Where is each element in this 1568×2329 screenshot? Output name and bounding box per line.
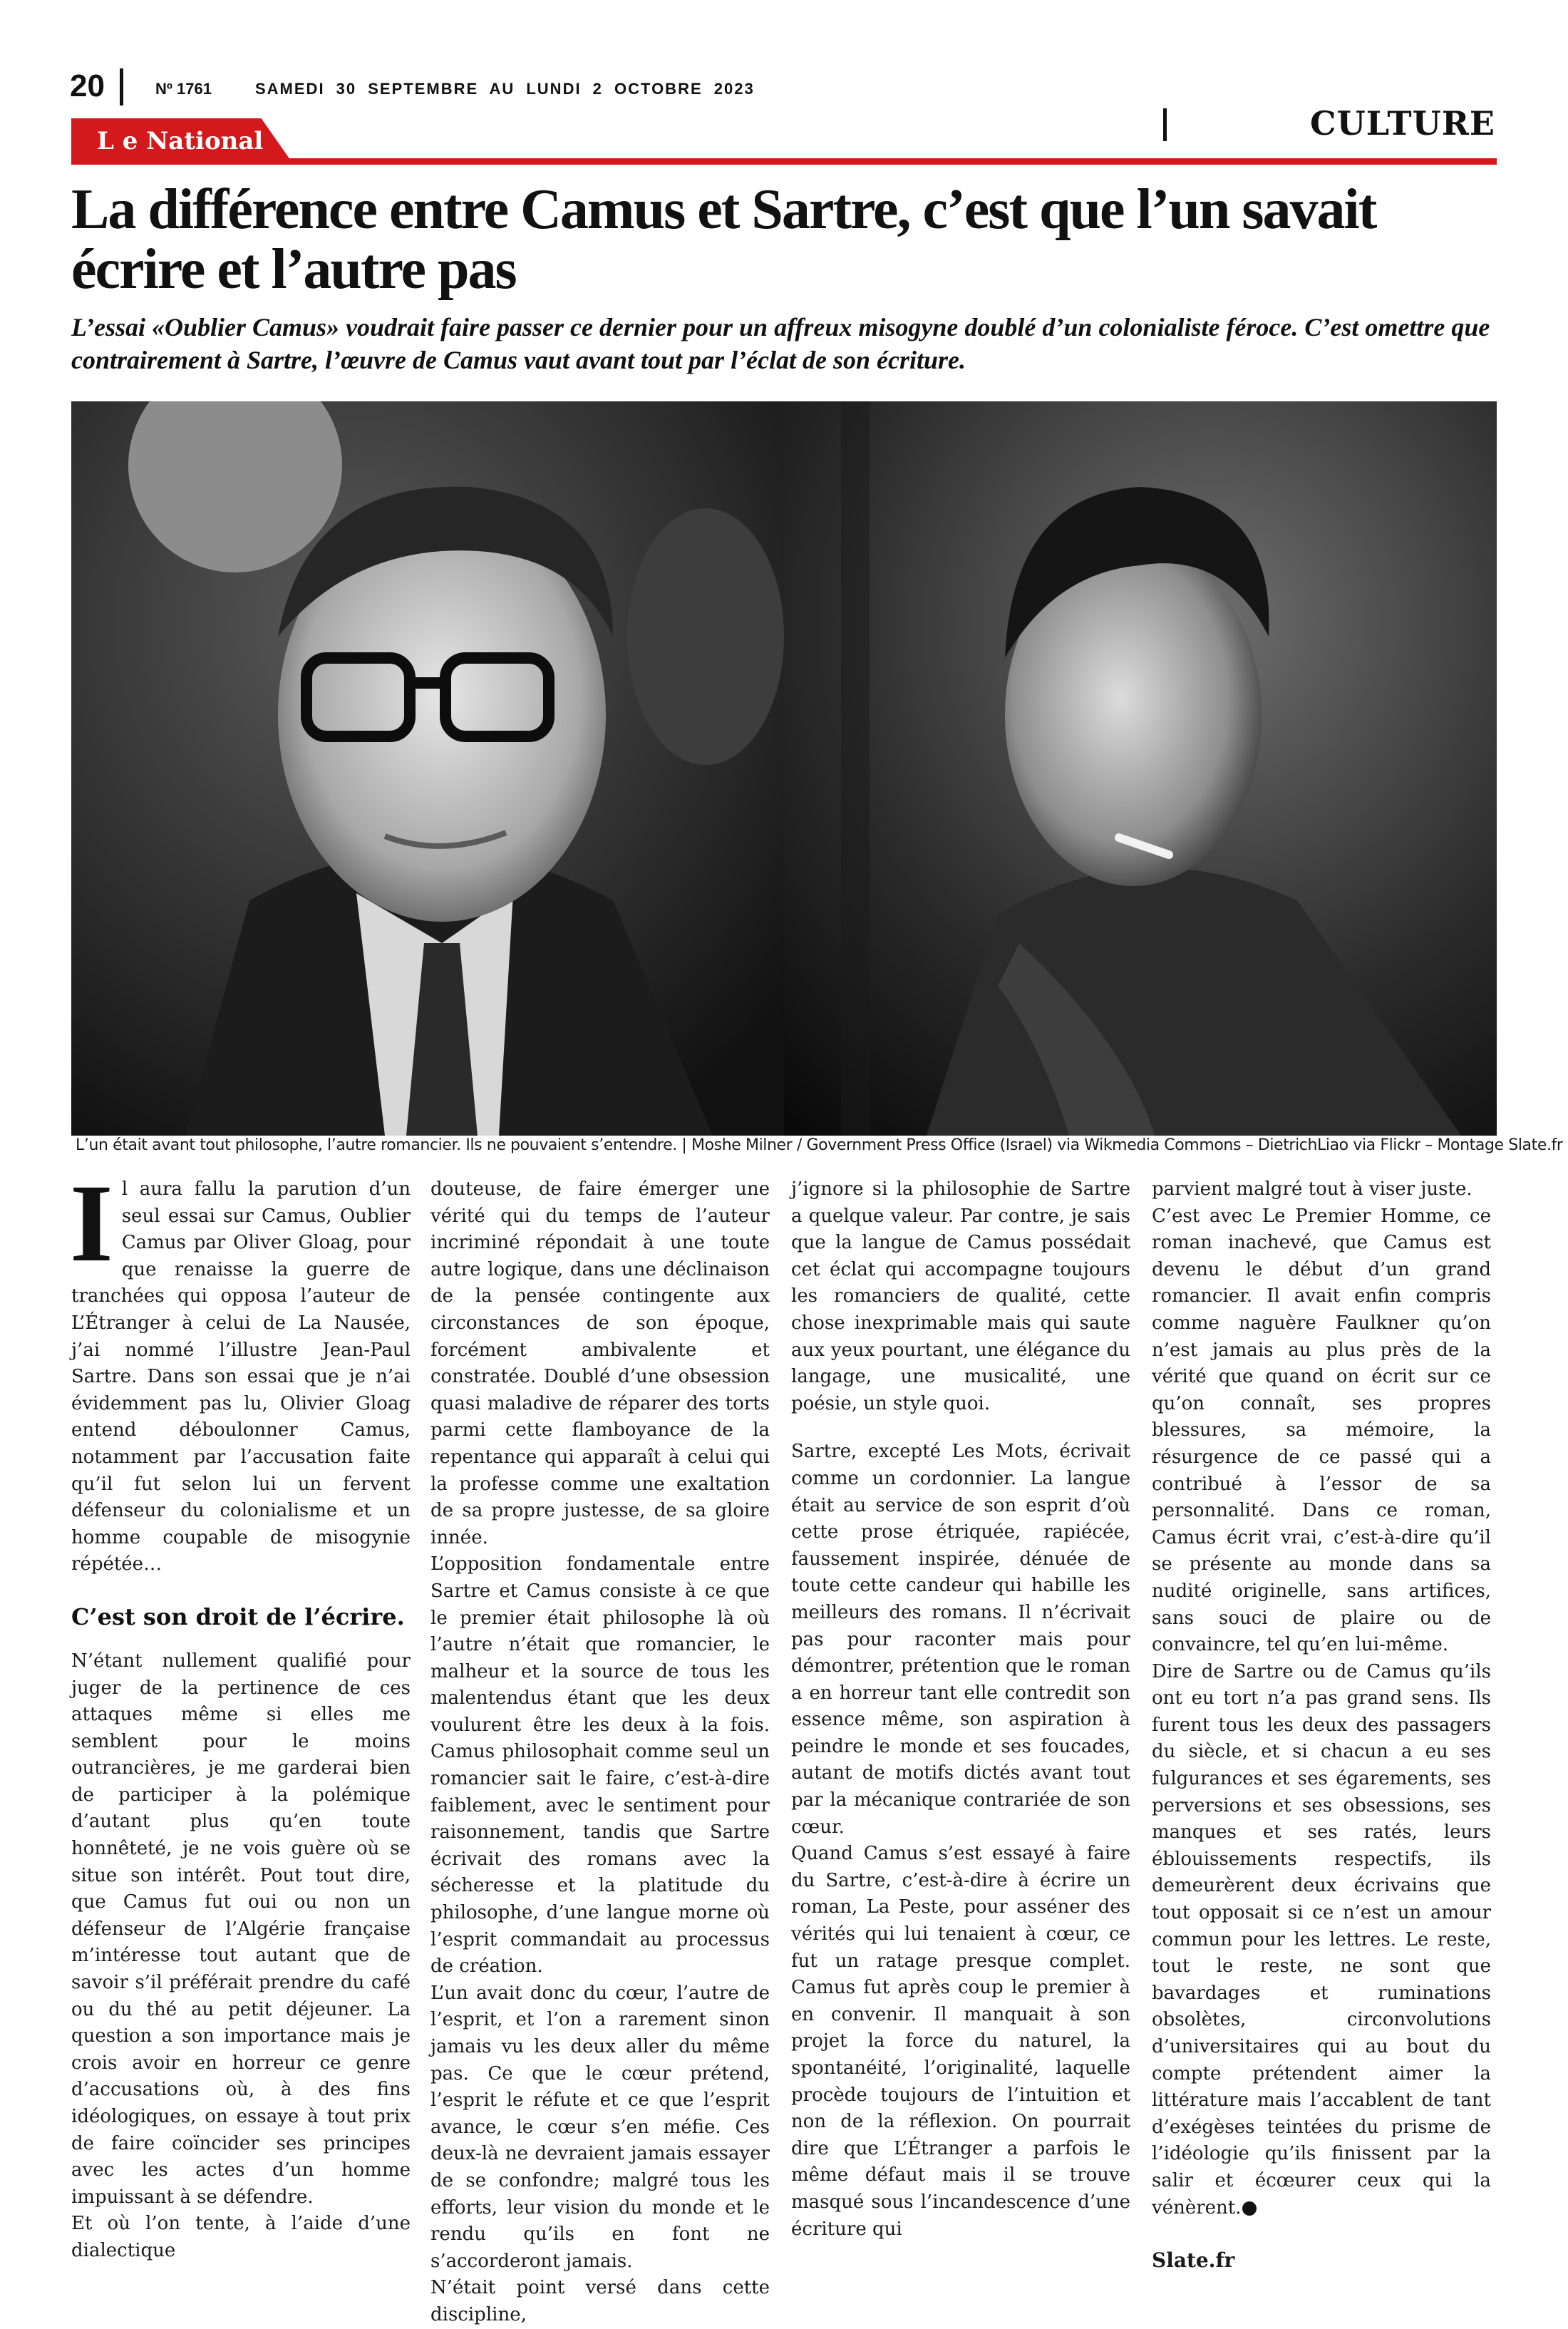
article-source: Slate.fr (1152, 2248, 1235, 2273)
brand-name: L e National (97, 127, 264, 155)
sartre-portrait (71, 401, 784, 1136)
photo-caption: L’un était avant tout philosophe, l’autre romancier. Ils ne pouvaient s’entendre. | Moshe Milner / Government Press Office (Israel) via Wikmedia Commons – DietrichLiao via Flickr – Montage Slate.fr (76, 1136, 1563, 1154)
article-paragraph: j’ignore si la philosophie de Sartre a quelque valeur. Par contre, je sais que la langue de Camus possédait cet éclat qui accompagne toujours les romanciers de qualité, cette chose inexprimable mais qui saute aux yeux pourtant, une élégance du langage, une musicalité, une poésie, un style quoi. (791, 1178, 1130, 1414)
article-paragraph: Quand Camus s’est essayé à faire du Sartre, c’est-à-dire à écrire un roman, La Peste, pour asséner des vérités qui lui tenaient à cœur, ce fut un ratage presque complet. Camus fut après coup le premier à en convenir. Il manquait à son projet la force du naturel, la spontanéité, l’originalité, laquelle procède toujours de l’intuition et non de la réflexion. On pourrait dire que L’Étranger a parfois le même défaut mais il se trouve masqué sous l’incandescence d’une écriture qui (791, 1843, 1130, 2240)
standfirst: L’essai «Oublier Camus» voudrait faire passer ce dernier pour un affreux misogyne doublé d’un colonialiste féroce. C’est omettre que contrairement à Sartre, l’œuvre de Camus vaut avant tout par l’éclat de son écriture. (71, 313, 1490, 374)
article-paragraph: N’était point versé dans cette discipline, (430, 2277, 770, 2325)
article-paragraph (1152, 1659, 1491, 2221)
issue-number: Nº 1761 (155, 80, 212, 98)
article-paragraph: parvient malgré tout à viser juste. (1152, 1178, 1472, 1200)
paragraph-text: l aura fallu la parution d’un seul essai sur Camus, Oublier Camus par Oliver Gloag, pour que renaisse la guerre de tranchées qui opposa l’auteur de L’Étranger à celui de La Nausée, j’ai nommé l’illustre Jean-Paul Sartre. Dans son essai que je n’ai évidemment pas lu, Olivier Gloag entend déboulonner Camus, notamment par l’accusation faite qu’il fut selon lui un fervent défenseur du colonialisme et un homme coupable de misogynie répétée… (71, 1178, 411, 1575)
issue-date: SAMEDI 30 SEPTEMBRE AU LUNDI 2 OCTOBRE 2023 (255, 80, 755, 98)
camus-portrait (784, 401, 1497, 1136)
article-paragraph: L’opposition fondamentale entre Sartre et Camus consiste à ce que le premier était philosophe là où l’autre n’était que romancier, le malheur et la source de tous les malentendus étant que les deux voulurent être les deux à la fois. Camus philosophait comme seul un romancier sait le faire, c’est-à-dire faiblement, avec le sentiment pour raisonnement, tandis que Sartre écrivait des romans avec la sécheresse et la platitude du philosophe, d’une langue morne où l’esprit commandait au processus de création. (430, 1553, 770, 1978)
header-rule (71, 158, 1497, 165)
subheading: C’est son droit de l’écrire. (71, 1603, 405, 1630)
page-number-divider (120, 68, 123, 106)
article-paragraph: Sartre, excepté Les Mots, écrivait comme un cordonnier. La langue était au service de son esprit d’où cette prose étriquée, rapiécée, faussement inspirée, dénuée de toute cette candeur qui habille les meilleurs des romans. Il n’écrivait pas pour raconter mais pour démontrer, prétention que le roman a en horreur tant elle contredit son essence même, son aspiration à peindre le monde et ses foucades, autant de motifs dictés avant tout par la mécanique contrariée de son cœur. (791, 1441, 1130, 1838)
article-photo (71, 401, 1497, 1136)
headline: La différence entre Camus et Sartre, c’est que l’un savait écrire et l’autre pas (71, 178, 1376, 301)
page-number: 20 (70, 68, 105, 103)
paragraph-text: Dire de Sartre ou de Camus qu’ils ont eu tort n’a pas grand sens. Ils furent tous les deux des passagers du siècle, et si chacun a eu ses fulgurances et ses égarements, ses perversions et ses obsessions, ses manques et ses ratés, leurs éblouissements respectifs, ils demeurèrent deux écrivains que tout opposait si ce n’est un amour commun pour les lettres. Le reste, tout le reste, ne sont que bavardages et ruminations obsolètes, circonvolutions d’universitaires qui au bout du compte prétendent aimer la littérature mais l’accablent de tant d’exégèses teintées du prisme de l’idéologie qu’ils finissent par la salir et écœurer ceux qui la vénèrent. (1152, 1660, 1491, 2219)
article-column-1 (70, 1161, 411, 2265)
article-paragraph: douteuse, de faire émerger une vérité qui du temps de l’auteur incriminé répondait à une toute autre logique, dans une déclinaison de la pensée contingente aux circonstances de son époque, forcément ambivalente et constratée. Doublé d’une obsession quasi maladive de réparer des torts parmi cette flamboyance de la repentance qui apparaît à celui qui la professe comme une exaltation de sa propre justesse, de sa gloire innée. (430, 1178, 770, 1548)
article-column-2 (430, 1176, 770, 2329)
section-divider (1163, 108, 1167, 141)
article-paragraph: L’un avait donc du cœur, l’autre de l’esprit, et l’on a rarement sinon jamais vu les deux aller du même pas. Ce que le cœur prétend, l’esprit le réfute et ce que l’esprit avance, le cœur s’en méfie. Ces deux-là ne devraient jamais essayer de se confondre; malgré tous les efforts, leur vision du monde et le rendu qu’ils en font ne s’accorderont jamais. (430, 1982, 770, 2272)
article-paragraph (70, 1161, 411, 1578)
article-paragraph: C’est avec Le Premier Homme, ce roman inachevé, que Camus est devenu le début d’un grand romancier. Il avait enfin compris comme naguère Faulkner qu’on n’est jamais au plus près de la vérité que quand on écrit sur ce qu’on connaît, ses propres blessures, sa mémoire, la résurgence de ce passé qui a contribué à l’essor de sa personnalité. Dans ce roman, Camus écrit vrai, c’est-à-dire qu’il se présente au monde dans sa nudité originelle, sans artifices, sans souci de plaire ou de convaincre, tel qu’en lui-même. (1152, 1205, 1491, 1656)
article-column-3 (791, 1176, 1130, 2243)
end-of-article-icon (1242, 2201, 1257, 2216)
article-column-4 (1152, 1176, 1491, 2272)
article-paragraph: N’étant nullement qualifié pour juger de la pertinence de ces attaques même si elles me semblent pour le moins outrancières, je me garderai bien de participer à la polémique d’autant plus qu’en toute honnêteté, je ne vois guère où se situe son intérêt. Pout tout dire, que Camus fut oui ou non un défenseur de l’Algérie française m’intéresse tout autant que de savoir s’il préférait prendre du café ou du thé au petit déjeuner. La question a son importance mais je crois avoir en horreur ce genre d’accusations où, à des fins idéologiques, on essaye à tout prix de faire coïncider ses principes avec les actes d’un homme impuissant à se défendre. (71, 1650, 411, 2208)
photo-montage (71, 401, 1497, 1136)
article-paragraph: Et où l’on tente, à l’aide d’une dialectique (71, 2213, 411, 2261)
dropcap: I (70, 1161, 113, 1285)
section-label: CULTURE (1310, 104, 1495, 143)
